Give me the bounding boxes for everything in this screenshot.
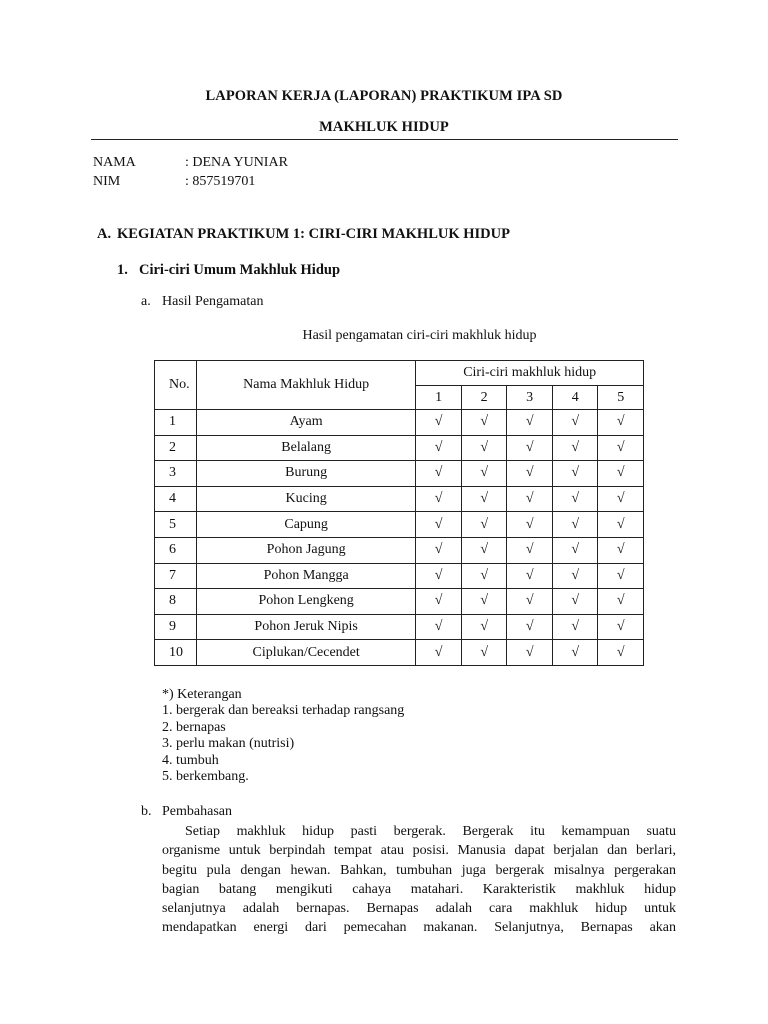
report-title: LAPORAN KERJA (LAPORAN) PRAKTIKUM IPA SD <box>205 88 563 104</box>
subsection-a-number: a. <box>141 294 151 309</box>
check-mark-2: √ <box>461 410 507 436</box>
table-row <box>155 614 644 640</box>
section-a-number: A. <box>97 226 112 242</box>
check-mark-1: √ <box>416 486 462 512</box>
row-number: 8 <box>155 589 197 615</box>
name-value: : DENA YUNIAR <box>185 155 288 170</box>
check-mark-4: √ <box>552 640 598 666</box>
check-mark-2: √ <box>461 435 507 461</box>
discussion-line: organisme untuk berpindah tempat atau posisi. Manusia dapat berjalan dan berlari, <box>162 843 676 859</box>
check-mark-5: √ <box>598 435 644 461</box>
discussion-line: selanjutnya adalah bernapas. Bernapas adalah cara makhluk hidup untuk <box>162 901 676 917</box>
table-row <box>155 512 644 538</box>
check-mark-1: √ <box>416 537 462 563</box>
check-mark-2: √ <box>461 614 507 640</box>
check-mark-5: √ <box>598 410 644 436</box>
table-row <box>155 563 644 589</box>
nim-value: : 857519701 <box>185 174 256 189</box>
check-mark-1: √ <box>416 589 462 615</box>
row-number: 6 <box>155 537 197 563</box>
table-header-row <box>155 361 644 386</box>
check-mark-5: √ <box>598 486 644 512</box>
discussion-line: Setiap makhluk hidup pasti bergerak. Bergerak itu kemampuan suatu <box>185 824 676 839</box>
row-number: 3 <box>155 461 197 487</box>
section-a-title: KEGIATAN PRAKTIKUM 1: CIRI-CIRI MAKHLUK HIDUP <box>117 226 510 242</box>
check-mark-2: √ <box>461 461 507 487</box>
check-mark-4: √ <box>552 486 598 512</box>
name-label: NAMA <box>93 155 136 170</box>
check-mark-1: √ <box>416 614 462 640</box>
row-number: 7 <box>155 563 197 589</box>
header-col-5: 5 <box>598 386 644 410</box>
row-organism-name: Pohon Lengkeng <box>196 589 415 615</box>
row-number: 4 <box>155 486 197 512</box>
check-mark-4: √ <box>552 589 598 615</box>
row-number: 10 <box>155 640 197 666</box>
title-divider <box>91 139 678 140</box>
check-mark-3: √ <box>507 410 553 436</box>
check-mark-2: √ <box>461 640 507 666</box>
note-item: 5. berkembang. <box>162 769 249 785</box>
table-row <box>155 486 644 512</box>
check-mark-4: √ <box>552 410 598 436</box>
header-group: Ciri-ciri makhluk hidup <box>416 361 644 386</box>
header-col-2: 2 <box>461 386 507 410</box>
notes-heading: *) Keterangan <box>162 687 242 702</box>
check-mark-1: √ <box>416 640 462 666</box>
check-mark-3: √ <box>507 486 553 512</box>
check-mark-5: √ <box>598 589 644 615</box>
check-mark-2: √ <box>461 537 507 563</box>
header-name: Nama Makhluk Hidup <box>196 361 415 410</box>
check-mark-4: √ <box>552 537 598 563</box>
check-mark-2: √ <box>461 563 507 589</box>
header-col-3: 3 <box>507 386 553 410</box>
subsection-a-heading <box>141 294 263 310</box>
note-item: 2. bernapas <box>162 719 226 735</box>
check-mark-1: √ <box>416 410 462 436</box>
check-mark-3: √ <box>507 512 553 538</box>
table-row <box>155 435 644 461</box>
name-row <box>93 155 288 171</box>
header-col-1: 1 <box>416 386 462 410</box>
check-mark-4: √ <box>552 461 598 487</box>
check-mark-4: √ <box>552 563 598 589</box>
subsection-1-heading <box>117 262 340 279</box>
check-mark-2: √ <box>461 512 507 538</box>
check-mark-1: √ <box>416 435 462 461</box>
check-mark-5: √ <box>598 512 644 538</box>
row-number: 9 <box>155 614 197 640</box>
nim-label: NIM <box>93 174 121 189</box>
table-row <box>155 537 644 563</box>
note-item: 1. bergerak dan bereaksi terhadap rangsang <box>162 703 405 719</box>
section-a-heading <box>97 226 510 243</box>
check-mark-4: √ <box>552 512 598 538</box>
table-row <box>155 410 644 436</box>
table-row <box>155 640 644 666</box>
discussion-line: mendapatkan energi dari pemecahan makanan. Selanjutnya, Bernapas akan <box>162 920 676 936</box>
check-mark-2: √ <box>461 589 507 615</box>
row-organism-name: Burung <box>196 461 415 487</box>
check-mark-3: √ <box>507 537 553 563</box>
subsection-b-number: b. <box>141 804 152 819</box>
nim-row <box>93 174 255 190</box>
discussion-line: bagian batang mengikuti cahaya matahari. Karakteristik makhluk hidup <box>162 881 676 897</box>
row-organism-name: Ayam <box>196 410 415 436</box>
check-mark-4: √ <box>552 614 598 640</box>
note-item: 4. tumbuh <box>162 752 219 768</box>
subsection-b-heading <box>141 804 232 820</box>
row-organism-name: Belalang <box>196 435 415 461</box>
discussion-paragraph <box>162 822 676 938</box>
row-organism-name: Pohon Jagung <box>196 537 415 563</box>
table-row <box>155 589 644 615</box>
row-organism-name: Kucing <box>196 486 415 512</box>
check-mark-5: √ <box>598 614 644 640</box>
check-mark-3: √ <box>507 640 553 666</box>
check-mark-2: √ <box>461 486 507 512</box>
header-col-4: 4 <box>552 386 598 410</box>
check-mark-3: √ <box>507 614 553 640</box>
check-mark-1: √ <box>416 461 462 487</box>
check-mark-4: √ <box>552 435 598 461</box>
row-organism-name: Pohon Jeruk Nipis <box>196 614 415 640</box>
subsection-a-title: Hasil Pengamatan <box>162 294 264 309</box>
discussion-line: begitu pula dengan hewan. Bahkan, tumbuhan juga bergerak misalnya pergerakan <box>162 862 676 878</box>
check-mark-3: √ <box>507 435 553 461</box>
row-number: 2 <box>155 435 197 461</box>
table-caption: Hasil pengamatan ciri-ciri makhluk hidup <box>302 328 537 343</box>
check-mark-5: √ <box>598 640 644 666</box>
note-item: 3. perlu makan (nutrisi) <box>162 736 295 752</box>
row-organism-name: Capung <box>196 512 415 538</box>
row-organism-name: Ciplukan/Cecendet <box>196 640 415 666</box>
observation-table <box>154 360 644 666</box>
notes-block <box>162 687 404 785</box>
table-row <box>155 461 644 487</box>
check-mark-3: √ <box>507 461 553 487</box>
report-subtitle: MAKHLUK HIDUP <box>319 119 449 135</box>
row-number: 5 <box>155 512 197 538</box>
check-mark-5: √ <box>598 461 644 487</box>
subsection-1-number: 1. <box>117 262 128 278</box>
check-mark-3: √ <box>507 563 553 589</box>
check-mark-1: √ <box>416 563 462 589</box>
check-mark-1: √ <box>416 512 462 538</box>
subsection-1-title: Ciri-ciri Umum Makhluk Hidup <box>139 262 341 278</box>
row-organism-name: Pohon Mangga <box>196 563 415 589</box>
check-mark-3: √ <box>507 589 553 615</box>
row-number: 1 <box>155 410 197 436</box>
subsection-b-title: Pembahasan <box>162 804 232 819</box>
header-no: No. <box>155 361 197 410</box>
check-mark-5: √ <box>598 537 644 563</box>
check-mark-5: √ <box>598 563 644 589</box>
